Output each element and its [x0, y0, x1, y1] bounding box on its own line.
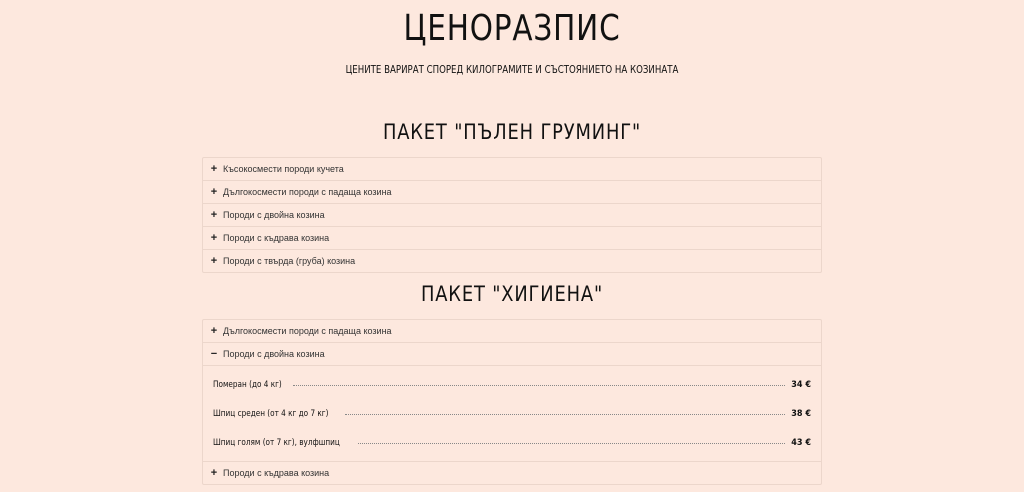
section-title-hygiene: ПАКЕТ "ХИГИЕНА": [420, 282, 604, 306]
minus-icon: −: [210, 348, 218, 360]
accordion-label: Породи с двойна козина: [223, 210, 325, 220]
price-value: 38 €: [791, 408, 811, 419]
price-row: [213, 399, 811, 428]
accordion-item[interactable]: [203, 204, 821, 227]
accordion-label: Породи с къдрава козина: [223, 233, 330, 243]
accordion-item[interactable]: [203, 158, 821, 181]
plus-icon: +: [210, 255, 218, 267]
accordion-item[interactable]: [203, 462, 821, 484]
accordion-header-short-hair[interactable]: [203, 158, 821, 180]
accordion-item[interactable]: [203, 181, 821, 204]
accordion-header-wire-coat[interactable]: [203, 250, 821, 272]
plus-icon: +: [210, 467, 218, 479]
accordion-header-double-coat[interactable]: [203, 343, 821, 365]
price-row: [213, 370, 811, 399]
accordion-header-curly-coat[interactable]: [203, 462, 821, 484]
page-title: ЦЕНОРАЗПИС: [403, 8, 621, 49]
accordion-label: Породи с къдрава козина: [223, 468, 330, 478]
accordion-item[interactable]: [203, 250, 821, 272]
accordion-panel: [203, 365, 821, 461]
accordion-item[interactable]: [203, 343, 821, 462]
dotted-leader: [358, 443, 785, 444]
accordion-header-long-hair[interactable]: [203, 320, 821, 342]
accordion-label: Дългокосмести породи с падаща козина: [223, 326, 392, 336]
price-item-name: Шпиц среден (от 4 кг до 7 кг): [213, 408, 329, 419]
accordion-header-long-hair[interactable]: [203, 181, 821, 203]
price-value: 43 €: [791, 437, 811, 448]
price-item-name: Шпиц голям (от 7 кг), вулфшпиц: [213, 437, 340, 448]
accordion-header-curly-coat[interactable]: [203, 227, 821, 249]
dotted-leader: [345, 414, 785, 415]
page-subtitle: ЦЕНИТЕ ВАРИРАТ СПОРЕД КИЛОГРАМИТЕ И СЪСТОЯНИЕТО НА КОЗИНАТА: [345, 64, 679, 76]
plus-icon: +: [210, 209, 218, 221]
accordion-label: Породи с двойна козина: [223, 349, 325, 359]
accordion-label: Дългокосмести породи с падаща козина: [223, 187, 392, 197]
dotted-leader: [293, 385, 785, 386]
accordion-label: Късокосмести породи кучета: [223, 164, 344, 174]
accordion-label: Породи с твърда (груба) козина: [223, 256, 356, 266]
plus-icon: +: [210, 232, 218, 244]
plus-icon: +: [210, 163, 218, 175]
price-item-name: Померан (до 4 кг): [213, 379, 282, 390]
section-title-full-grooming: ПАКЕТ "ПЪЛЕН ГРУМИНГ": [382, 120, 642, 144]
accordion-item[interactable]: [203, 320, 821, 343]
price-value: 34 €: [791, 379, 811, 390]
accordion-item[interactable]: [203, 227, 821, 250]
price-row: [213, 428, 811, 457]
accordion-full-grooming: [202, 157, 822, 273]
plus-icon: +: [210, 186, 218, 198]
accordion-hygiene: [202, 319, 822, 485]
accordion-header-double-coat[interactable]: [203, 204, 821, 226]
plus-icon: +: [210, 325, 218, 337]
